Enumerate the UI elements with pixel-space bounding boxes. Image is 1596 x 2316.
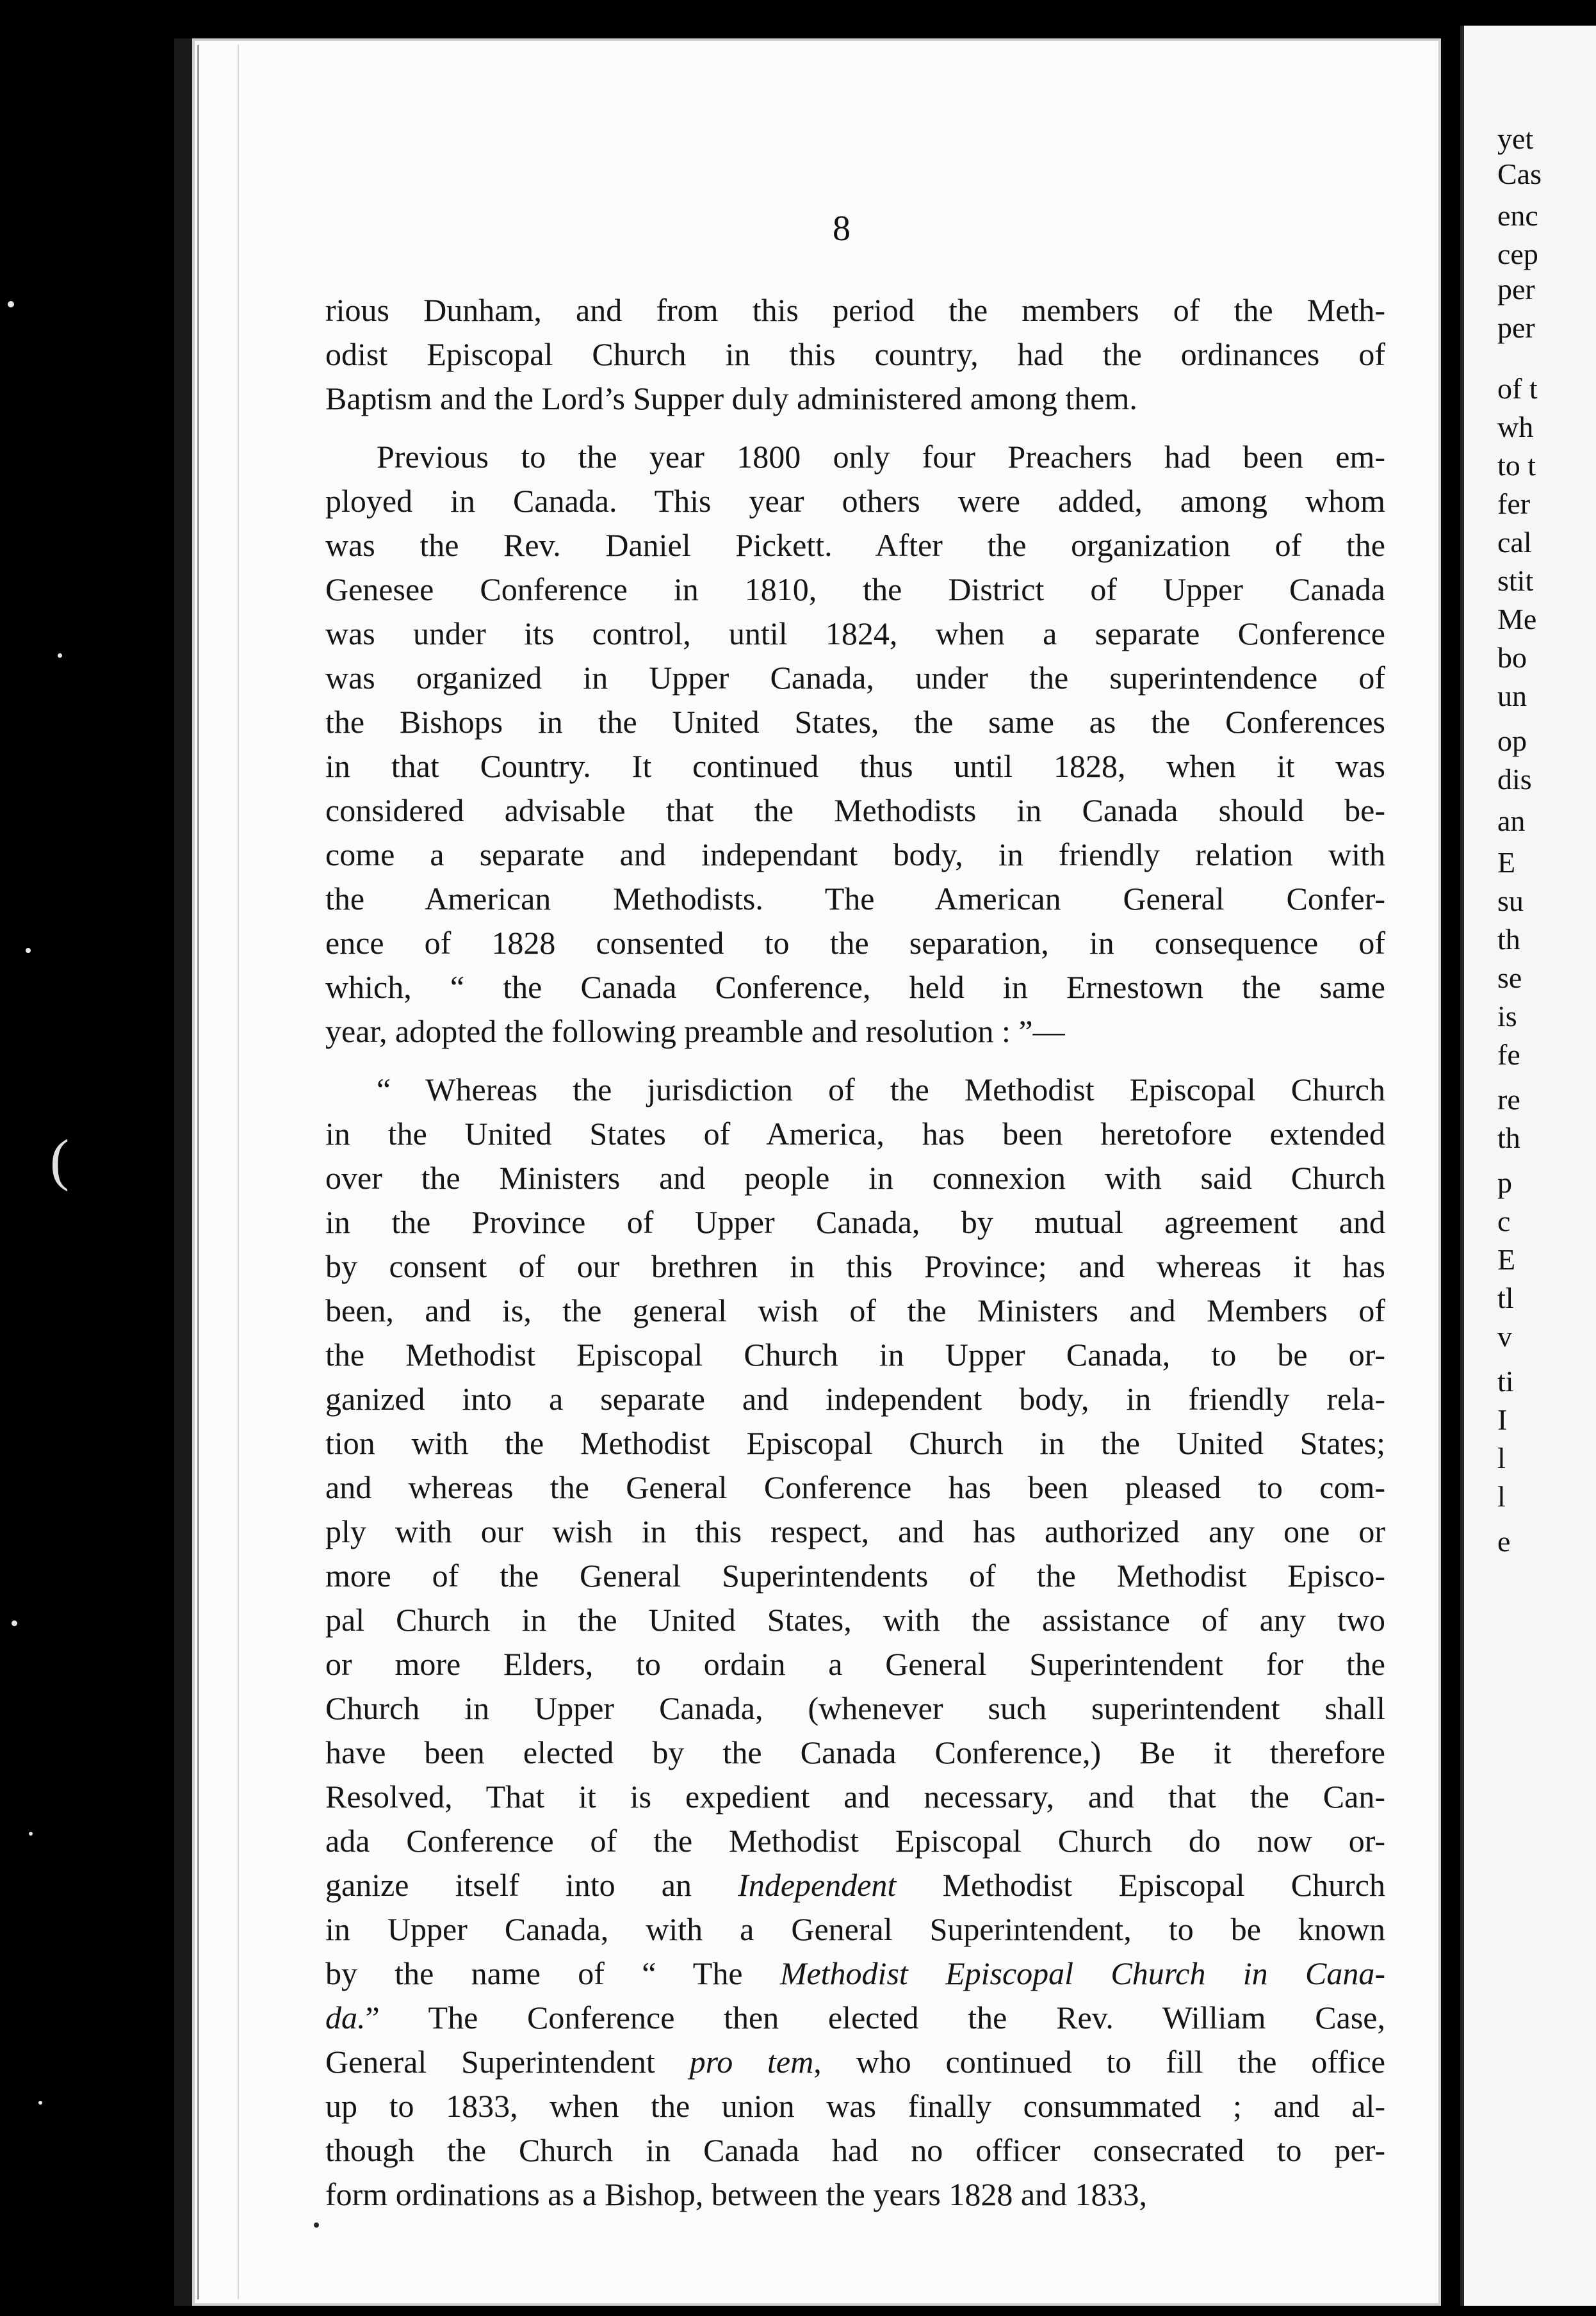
text-line: which, “ the Canada Conference, held in Ernestown the same xyxy=(325,969,1385,1005)
ink-dot xyxy=(314,2222,319,2228)
text-line: ada Conference of the Methodist Episcopal Church do now or- xyxy=(325,1823,1385,1859)
facing-page-fragment: th xyxy=(1497,1121,1520,1154)
page-body-text xyxy=(325,288,1385,2217)
text-line: odist Episcopal Church in this country, had the ordinances of xyxy=(325,336,1385,372)
scan-speck xyxy=(58,653,62,658)
facing-page-fragment: se xyxy=(1497,961,1522,994)
text-line: in the Province of Upper Canada, by mutual agreement and xyxy=(325,1204,1385,1240)
facing-page-fragment: ti xyxy=(1497,1365,1514,1398)
text-line: considered advisable that the Methodists in Canada should be- xyxy=(325,792,1385,828)
facing-page-fragment: fe xyxy=(1497,1038,1520,1071)
text-line: Previous to the year 1800 only four Preachers had been em- xyxy=(377,439,1385,475)
facing-page-fragment: of t xyxy=(1497,372,1538,405)
facing-page-fragment: enc xyxy=(1497,199,1538,232)
text-line: rious Dunham, and from this period the members of the Meth- xyxy=(325,292,1385,328)
text-line: ganize itself into an Independent Methodist Episcopal Church xyxy=(325,1867,1385,1903)
facing-page xyxy=(1460,26,1596,2306)
facing-page-fragment: v xyxy=(1497,1320,1512,1353)
text-line: Genesee Conference in 1810, the District of Upper Canada xyxy=(325,571,1385,607)
facing-page-fragment: wh xyxy=(1497,411,1534,443)
facing-page-fragment: I xyxy=(1497,1403,1508,1436)
facing-page-fragment: per xyxy=(1497,273,1535,306)
text-line: the American Methodists. The American General Confer- xyxy=(325,881,1385,917)
text-line: by the name of “ The Methodist Episcopal Church in Cana- xyxy=(325,1955,1385,1991)
text-line: General Superintendent pro tem, who continued to fill the office xyxy=(325,2044,1386,2080)
text-line: the Methodist Episcopal Church in Upper Canada, to be or- xyxy=(325,1337,1385,1373)
facing-page-fragment: tl xyxy=(1497,1282,1514,1314)
facing-page-fragment: re xyxy=(1497,1083,1520,1116)
facing-page-fragment: su xyxy=(1497,885,1524,917)
text-line: have been elected by the Canada Conference,) Be it therefore xyxy=(325,1734,1385,1770)
facing-page-fragment: per xyxy=(1497,311,1535,344)
text-line: Church in Upper Canada, (whenever such superintendent shall xyxy=(325,1690,1385,1726)
text-line: up to 1833, when the union was finally consummated ; and al- xyxy=(325,2088,1385,2124)
text-line: in Upper Canada, with a General Superintendent, to be known xyxy=(325,1911,1385,1947)
facing-page-fragment: Cas xyxy=(1497,158,1542,190)
scan-artifact: ( xyxy=(50,1129,69,1192)
paragraph-gap xyxy=(325,1054,1385,1068)
facing-page-fragment: p xyxy=(1497,1166,1512,1199)
text-line: ganized into a separate and independent body, in friendly rela- xyxy=(325,1381,1385,1417)
text-line: “ Whereas the jurisdiction of the Methodist Episcopal Church xyxy=(377,1072,1385,1107)
facing-page-fragment: cep xyxy=(1497,238,1538,270)
facing-page-fragment: c xyxy=(1497,1205,1511,1237)
facing-page-fragment: dis xyxy=(1497,763,1532,795)
scan-speck xyxy=(8,301,14,307)
text-line: over the Ministers and people in connexion with said Church xyxy=(325,1160,1385,1196)
facing-page-fragment: e xyxy=(1497,1525,1511,1558)
text-line: though the Church in Canada had no officer consecrated to per- xyxy=(325,2132,1385,2168)
text-line: year, adopted the following preamble and resolution : ”— xyxy=(325,1013,1065,1049)
page-gutter-edge xyxy=(197,45,239,2299)
text-line: more of the General Superintendents of the Methodist Episco- xyxy=(325,1558,1385,1594)
text-line: in the United States of America, has been heretofore extended xyxy=(325,1116,1385,1152)
facing-page-fragment: yet xyxy=(1497,122,1534,155)
text-line: Baptism and the Lord’s Supper duly administered among them. xyxy=(325,380,1137,416)
paragraph-gap xyxy=(325,421,1385,435)
text-line: was organized in Upper Canada, under the superintendence of xyxy=(325,660,1385,696)
facing-page-fragment: an xyxy=(1497,804,1526,837)
text-line: been, and is, the general wish of the Ministers and Members of xyxy=(325,1293,1385,1328)
text-line: was under its control, until 1824, when a separate Conference xyxy=(325,616,1385,651)
scan-speck xyxy=(26,948,31,953)
scan-speck xyxy=(38,2101,42,2105)
facing-page-fragment: th xyxy=(1497,923,1520,956)
facing-page-fragment: fer xyxy=(1497,487,1531,520)
text-line: was the Rev. Daniel Pickett. After the organization of the xyxy=(325,527,1385,563)
text-line: or more Elders, to ordain a General Superintendent for the xyxy=(325,1646,1385,1682)
scan-speck xyxy=(12,1620,17,1626)
text-line: ployed in Canada. This year others were added, among whom xyxy=(325,483,1385,519)
facing-page-fragment: l xyxy=(1497,1442,1506,1474)
facing-page-fragment: E xyxy=(1497,1243,1516,1276)
facing-page-fragment: to t xyxy=(1497,449,1536,482)
text-line: the Bishops in the United States, the same as the Conferences xyxy=(325,704,1385,740)
text-line: and whereas the General Conference has been pleased to com- xyxy=(325,1469,1385,1505)
text-line: by consent of our brethren in this Province; and whereas it has xyxy=(325,1248,1385,1284)
text-line: tion with the Methodist Episcopal Church in the United States; xyxy=(325,1425,1385,1461)
facing-page-fragment: E xyxy=(1497,846,1516,879)
text-line: ence of 1828 consented to the separation, in consequence of xyxy=(325,925,1385,961)
text-line: form ordinations as a Bishop, between the years 1828 and 1833, xyxy=(325,2176,1148,2212)
page-number: 8 xyxy=(833,209,851,249)
facing-page-fragment: un xyxy=(1497,680,1527,712)
text-line: Resolved, That it is expedient and necessary, and that the Can- xyxy=(325,1779,1385,1814)
facing-page-fragment: op xyxy=(1497,724,1527,757)
text-line: come a separate and independant body, in friendly relation with xyxy=(325,836,1385,872)
scan-speck xyxy=(29,1832,33,1836)
text-line: ply with our wish in this respect, and has authorized any one or xyxy=(325,1513,1385,1549)
facing-page-fragment: l xyxy=(1497,1480,1506,1513)
facing-page-fragment: cal xyxy=(1497,526,1532,559)
facing-page-fragment: is xyxy=(1497,1000,1517,1032)
facing-page-fragment: stit xyxy=(1497,564,1534,597)
facing-page-fragment: Me xyxy=(1497,603,1537,635)
text-line: da.” The Conference then elected the Rev. William Case, xyxy=(325,2000,1385,2035)
facing-page-fragment: bo xyxy=(1497,641,1527,674)
text-line: pal Church in the United States, with the assistance of any two xyxy=(325,1602,1385,1638)
text-line: in that Country. It continued thus until 1828, when it was xyxy=(325,748,1385,784)
